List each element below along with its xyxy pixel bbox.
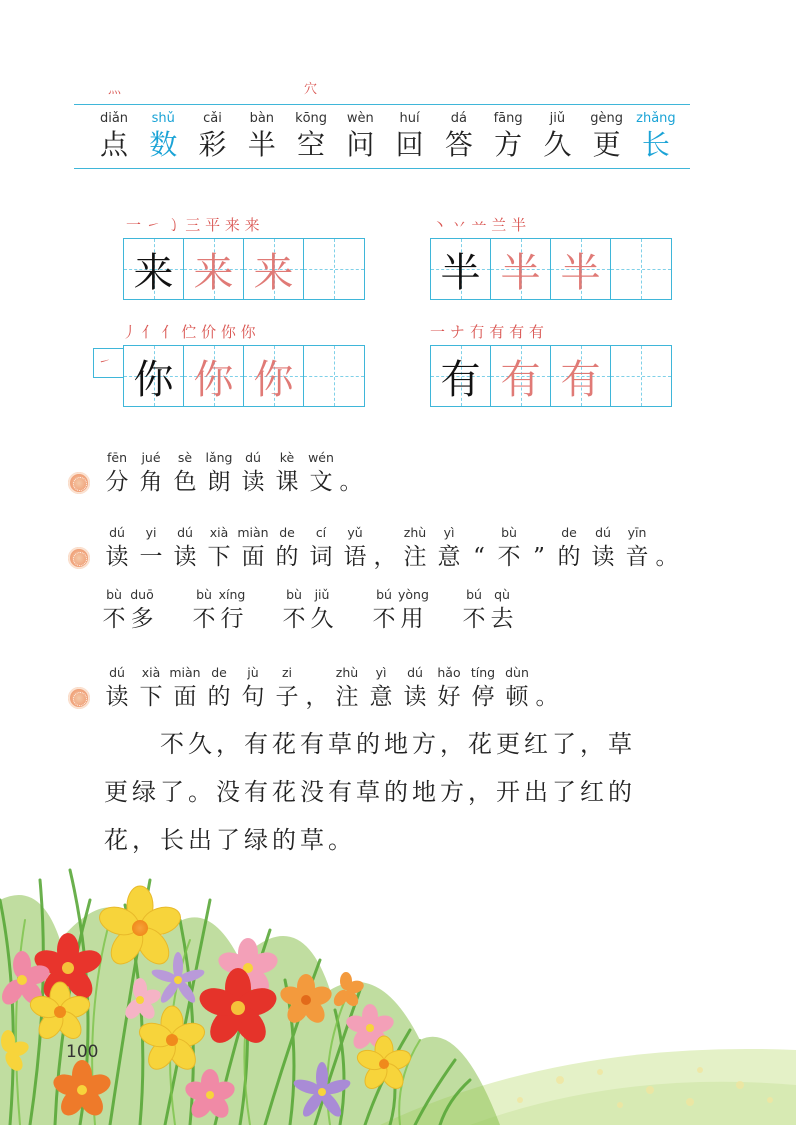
trace-character: 半 (500, 249, 541, 296)
hanzi: 子 (275, 684, 299, 710)
pinyin: sè (177, 450, 193, 465)
hanzi: 去 (490, 606, 514, 632)
vocab-hanzi: 长 (641, 128, 670, 161)
hanzi: 不 (282, 606, 306, 632)
hanzi: 文 (309, 469, 333, 495)
hanzi: 行 (220, 606, 244, 632)
vocab-hanzi: 数 (149, 128, 178, 161)
vocab-pinyin: diǎn (99, 111, 129, 126)
pinyin: bù (196, 587, 212, 602)
hanzi: 一 (139, 544, 163, 570)
passage-line: 不久，有花有草的地方，花更红了，草 (104, 730, 636, 758)
pinyin: jiǔ (314, 587, 330, 602)
hanzi: 。 (655, 544, 679, 570)
vocab-hanzi: 方 (494, 128, 523, 161)
hanzi: 的 (207, 684, 231, 710)
pinyin: hǎo (437, 665, 461, 680)
vocab-pinyin: cǎi (203, 111, 222, 126)
hanzi: 不 (497, 544, 521, 570)
vocab-pinyin: gèng (590, 111, 624, 126)
pinyin: yi (145, 525, 157, 540)
hanzi: 不 (102, 606, 126, 632)
grid-cell (244, 346, 304, 406)
pinyin: yīn (627, 525, 647, 540)
pinyin: dú (109, 665, 125, 680)
trace-character: 你 (253, 356, 294, 403)
pinyin: de (211, 665, 227, 680)
hanzi: 面 (241, 544, 265, 570)
hanzi: 意 (437, 544, 461, 570)
pinyin: xíng (218, 587, 246, 602)
trace-character: 来 (253, 249, 294, 296)
pinyin: yì (375, 665, 387, 680)
pinyin: bú (466, 587, 482, 602)
hanzi: 词 (309, 544, 333, 570)
pinyin: dú (595, 525, 611, 540)
trace-character: 来 (193, 249, 234, 296)
passage-line: 花，长出了绿的草。 (104, 826, 356, 854)
hanzi: 注 (403, 544, 427, 570)
grid-cell (491, 346, 551, 406)
hanzi: 不 (462, 606, 486, 632)
pinyin: cí (315, 525, 327, 540)
vocab-hanzi: 点 (99, 128, 128, 161)
stroke-order-you: 一 ナ 冇 有 有 有 (430, 323, 544, 341)
vocab-pinyin: fāng (493, 111, 523, 126)
pinyin: zhù (403, 525, 427, 540)
hanzi: 好 (437, 684, 461, 710)
pinyin: wén (308, 450, 334, 465)
hanzi: 不 (372, 606, 396, 632)
stroke-order-ni: 丿 亻 亻 伫 价 你 你 (122, 323, 256, 341)
page-number: 100 (66, 1042, 99, 1062)
grid-cell (491, 239, 551, 299)
trace-character: 你 (193, 356, 234, 403)
hanzi: 角 (139, 469, 163, 495)
hanzi: 的 (557, 544, 581, 570)
vocab-hanzi: 更 (592, 128, 621, 161)
hanzi: 下 (139, 684, 163, 710)
pinyin: tíng (470, 665, 496, 680)
pinyin: kè (279, 450, 295, 465)
pinyin: bù (286, 587, 302, 602)
pinyin: bù (501, 525, 517, 540)
hanzi: 用 (400, 606, 424, 632)
hanzi: 注 (335, 684, 359, 710)
pinyin: jué (141, 450, 161, 465)
pinyin: jù (247, 665, 259, 680)
vocab-pinyin: zhǎng (636, 111, 676, 126)
hanzi: 读 (241, 469, 265, 495)
vocab-pinyin: kōng (295, 111, 328, 126)
passage-line: 更绿了。没有花没有草的地方，开出了红的 (104, 778, 636, 806)
model-character: 你 (133, 356, 174, 403)
vocab-hanzi: 半 (247, 128, 276, 161)
hanzi: 。 (535, 684, 559, 710)
pinyin: yì (443, 525, 455, 540)
hanzi: 分 (105, 469, 129, 495)
trace-character: 有 (560, 356, 601, 403)
pinyin: miàn (169, 665, 201, 680)
pinyin: de (279, 525, 295, 540)
hanzi: 。 (339, 469, 363, 495)
pinyin: yòng (398, 587, 429, 602)
pinyin: yǔ (347, 525, 363, 540)
model-character: 半 (440, 249, 481, 296)
pinyin: lǎng (205, 450, 233, 465)
radical-mark: 穴 (304, 82, 318, 97)
grid-cell (124, 346, 184, 406)
grid-cell (244, 239, 304, 299)
vocab-hanzi: 回 (395, 128, 424, 161)
vocab-hanzi: 彩 (198, 128, 227, 161)
hanzi: 停 (471, 684, 495, 710)
hanzi: 色 (173, 469, 197, 495)
trace-character: 半 (560, 249, 601, 296)
vocab-pinyin: jiǔ (549, 111, 566, 126)
grid-cell (124, 239, 184, 299)
pinyin: fēn (106, 450, 127, 465)
grid-cell (551, 239, 611, 299)
vocab-pinyin: shǔ (151, 111, 175, 126)
hanzi: 课 (275, 469, 299, 495)
hanzi: 读 (591, 544, 615, 570)
hanzi: ， (373, 544, 397, 570)
pinyin: de (561, 525, 577, 540)
hanzi: 下 (207, 544, 231, 570)
hanzi: 读 (105, 684, 129, 710)
grid-cell (431, 346, 491, 406)
vocab-pinyin: bàn (249, 111, 275, 126)
hanzi: 不 (192, 606, 216, 632)
hanzi: 朗 (207, 469, 231, 495)
hanzi: 多 (130, 606, 154, 632)
hanzi: 读 (173, 544, 197, 570)
pinyin: bú (376, 587, 392, 602)
hanzi: 读 (105, 544, 129, 570)
vocab-pinyin: wèn (346, 111, 374, 126)
pinyin: xià (141, 665, 161, 680)
side-stroke-mark: ㇀ (98, 355, 112, 370)
trace-character: 有 (500, 356, 541, 403)
hanzi: 顿 (505, 684, 529, 710)
pinyin: bù (106, 587, 122, 602)
vocab-pinyin: dá (450, 111, 467, 126)
vocab-hanzi: 久 (543, 128, 572, 161)
model-character: 来 (133, 249, 174, 296)
vocab-hanzi: 答 (444, 128, 473, 161)
pinyin: zi (281, 665, 293, 680)
vocab-hanzi: 空 (297, 128, 326, 161)
vocab-pinyin: huí (399, 111, 420, 126)
radical-mark: 灬 (108, 82, 122, 97)
hanzi: 语 (343, 544, 367, 570)
grid-cell (184, 346, 244, 406)
hanzi: 的 (275, 544, 299, 570)
pinyin: duō (130, 587, 154, 602)
hanzi: 意 (369, 684, 393, 710)
pinyin: xià (209, 525, 229, 540)
hanzi: 句 (241, 684, 265, 710)
hanzi: 读 (403, 684, 427, 710)
pinyin: zhù (335, 665, 359, 680)
vocab-hanzi: 问 (346, 128, 375, 161)
hanzi: 久 (310, 606, 334, 632)
hanzi: ， (305, 684, 329, 710)
hanzi: “ (473, 544, 485, 570)
hanzi: 面 (173, 684, 197, 710)
model-character: 有 (440, 356, 481, 403)
stroke-order-ban: 丶 丷 䒑 兰 半 (432, 216, 527, 234)
hanzi: ” (533, 544, 545, 570)
pinyin: dú (109, 525, 125, 540)
hanzi: 音 (625, 544, 649, 570)
pinyin: dùn (505, 665, 529, 680)
pinyin: dú (245, 450, 261, 465)
stroke-order-lai: 一 ㇀ ㇁ 三 平 来 来 (126, 216, 260, 234)
grid-cell (551, 346, 611, 406)
pinyin: qù (494, 587, 510, 602)
grid-cell (431, 239, 491, 299)
pinyin: dú (407, 665, 423, 680)
pinyin: miàn (237, 525, 269, 540)
grid-cell (184, 239, 244, 299)
pinyin: dú (177, 525, 193, 540)
